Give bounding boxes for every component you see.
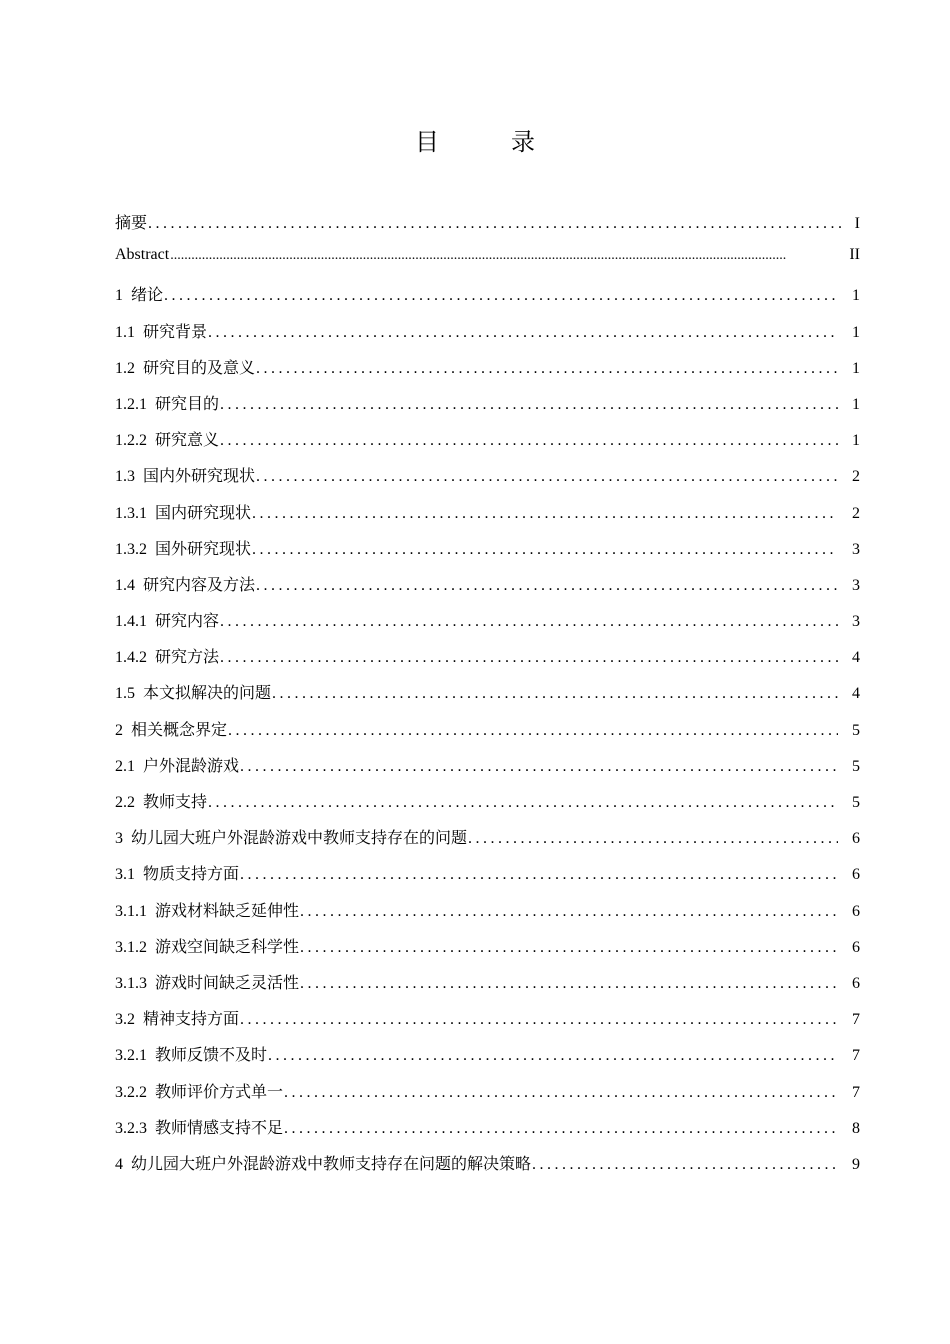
toc-entry-number: 3.2.1 bbox=[115, 1047, 147, 1065]
toc-leader-dots bbox=[256, 577, 838, 595]
toc-entry-number: 3.2 bbox=[115, 1011, 135, 1029]
toc-entry-page: 6 bbox=[852, 866, 860, 884]
toc-entry-title: 摘要 bbox=[115, 215, 148, 232]
toc-list bbox=[115, 210, 860, 1187]
toc-entry-title: 研究意义 bbox=[155, 432, 220, 450]
toc-leader-dots bbox=[300, 939, 838, 957]
toc-entry[interactable] bbox=[115, 572, 860, 608]
toc-entry[interactable] bbox=[115, 500, 860, 536]
toc-entry[interactable] bbox=[115, 789, 860, 825]
toc-entry-title: Abstract bbox=[115, 246, 170, 264]
toc-leader-dots bbox=[220, 613, 838, 631]
toc-entry-page: 3 bbox=[852, 613, 860, 631]
toc-leader-dots bbox=[220, 432, 838, 450]
toc-entry[interactable] bbox=[115, 282, 860, 318]
toc-entry-number: 1.2.1 bbox=[115, 395, 147, 413]
toc-entry[interactable] bbox=[115, 753, 860, 789]
toc-entry-number: 3.1.3 bbox=[115, 974, 147, 992]
toc-entry[interactable] bbox=[115, 355, 860, 391]
toc-entry-number: 3.1 bbox=[115, 866, 135, 884]
toc-entry-title: 精神支持方面 bbox=[143, 1011, 240, 1029]
toc-leader-dots bbox=[256, 468, 838, 486]
toc-entry-number: 3.1.2 bbox=[115, 938, 147, 956]
toc-entry-page: 6 bbox=[852, 902, 860, 920]
toc-entry-number: 1.1 bbox=[115, 323, 135, 341]
toc-entry-number: 1.3.2 bbox=[115, 540, 147, 558]
toc-entry-number: 1.2.2 bbox=[115, 432, 147, 450]
toc-entry-page: I bbox=[854, 215, 860, 232]
toc-entry-title: 本文拟解决的问题 bbox=[143, 685, 272, 703]
toc-leader-dots bbox=[148, 215, 844, 233]
toc-entry[interactable] bbox=[115, 1115, 860, 1151]
toc-entry-title: 教师情感支持不足 bbox=[155, 1119, 284, 1137]
toc-entry-title: 研究目的 bbox=[155, 395, 220, 413]
toc-entry-title: 游戏时间缺乏灵活性 bbox=[155, 974, 300, 992]
toc-entry-page: 6 bbox=[852, 830, 860, 848]
toc-entry[interactable] bbox=[115, 246, 860, 282]
toc-entry[interactable] bbox=[115, 536, 860, 572]
toc-entry[interactable] bbox=[115, 1151, 860, 1187]
toc-leader-dots bbox=[252, 541, 838, 559]
toc-entry-title: 国外研究现状 bbox=[155, 540, 252, 558]
toc-entry-page: 3 bbox=[852, 576, 860, 594]
toc-entry-number: 4 bbox=[115, 1155, 123, 1173]
toc-entry[interactable] bbox=[115, 970, 860, 1006]
toc-entry[interactable] bbox=[115, 1042, 860, 1078]
toc-entry[interactable] bbox=[115, 644, 860, 680]
toc-leader-dots bbox=[300, 903, 838, 921]
toc-entry-page: 7 bbox=[852, 1083, 860, 1101]
toc-entry-page: 7 bbox=[852, 1047, 860, 1065]
toc-entry-number: 3 bbox=[115, 830, 123, 848]
toc-entry-title: 国内研究现状 bbox=[155, 504, 252, 522]
toc-leader-dots bbox=[240, 758, 838, 776]
toc-entry-number: 1 bbox=[115, 287, 123, 305]
toc-entry-title: 游戏空间缺乏科学性 bbox=[155, 938, 300, 956]
toc-entry[interactable] bbox=[115, 680, 860, 716]
toc-leader-dots bbox=[256, 360, 838, 378]
toc-entry[interactable] bbox=[115, 825, 860, 861]
toc-entry-title: 绪论 bbox=[131, 287, 164, 305]
toc-entry-number: 2.2 bbox=[115, 794, 135, 811]
toc-entry-number: 2.1 bbox=[115, 757, 135, 775]
toc-entry-title: 研究内容 bbox=[155, 613, 220, 631]
toc-entry-number: 3.2.2 bbox=[115, 1083, 147, 1101]
toc-entry-number: 1.4 bbox=[115, 576, 135, 594]
toc-entry-title: 户外混龄游戏 bbox=[143, 757, 240, 775]
toc-leader-dots bbox=[284, 1120, 838, 1138]
toc-leader-dots bbox=[228, 722, 838, 740]
toc-entry-page: 9 bbox=[852, 1155, 860, 1173]
toc-entry-page: 2 bbox=[852, 468, 860, 486]
toc-entry-page: 1 bbox=[852, 395, 860, 413]
toc-entry-page: 5 bbox=[852, 757, 860, 775]
toc-entry-title: 物质支持方面 bbox=[143, 866, 240, 884]
toc-entry-number: 3.1.1 bbox=[115, 902, 147, 920]
toc-entry-page: 1 bbox=[852, 432, 860, 450]
toc-entry-title: 研究背景 bbox=[143, 323, 208, 341]
toc-entry-number: 2 bbox=[115, 721, 123, 739]
toc-entry-page: 6 bbox=[852, 938, 860, 956]
toc-leader-dots bbox=[164, 287, 838, 305]
toc-entry-title: 研究目的及意义 bbox=[143, 359, 256, 377]
toc-entry[interactable] bbox=[115, 391, 860, 427]
toc-leader-dots bbox=[220, 396, 838, 414]
toc-entry-title: 国内外研究现状 bbox=[143, 468, 256, 486]
toc-entry-title: 幼儿园大班户外混龄游戏中教师支持存在问题的解决策略 bbox=[131, 1155, 532, 1173]
toc-entry-page: 2 bbox=[852, 504, 860, 522]
toc-entry-title: 幼儿园大班户外混龄游戏中教师支持存在的问题 bbox=[131, 830, 468, 848]
toc-leader-dots bbox=[170, 248, 838, 264]
toc-entry-number: 1.2 bbox=[115, 359, 135, 377]
toc-title: 目 录 bbox=[415, 130, 559, 156]
toc-leader-dots bbox=[240, 1011, 838, 1029]
toc-entry-page: 7 bbox=[852, 1011, 860, 1029]
toc-leader-dots bbox=[268, 1047, 838, 1065]
toc-entry-title: 研究内容及方法 bbox=[143, 576, 256, 594]
toc-entry-page: 5 bbox=[852, 721, 860, 739]
toc-leader-dots bbox=[300, 975, 838, 993]
toc-leader-dots bbox=[252, 505, 838, 523]
toc-entry[interactable] bbox=[115, 1006, 860, 1042]
toc-leader-dots bbox=[272, 685, 838, 703]
toc-entry[interactable] bbox=[115, 463, 860, 499]
toc-entry-number: 1.3.1 bbox=[115, 504, 147, 522]
toc-entry-page: 4 bbox=[852, 649, 860, 667]
toc-entry-page: 5 bbox=[852, 794, 860, 811]
toc-entry-page: 3 bbox=[852, 540, 860, 558]
toc-entry-title: 教师评价方式单一 bbox=[155, 1083, 284, 1101]
toc-entry-number: 1.4.2 bbox=[115, 649, 147, 667]
toc-entry-number: 1.5 bbox=[115, 685, 135, 703]
toc-entry-page: 1 bbox=[852, 323, 860, 341]
toc-entry-page: 1 bbox=[852, 287, 860, 305]
toc-leader-dots bbox=[468, 830, 838, 848]
toc-leader-dots bbox=[532, 1156, 838, 1174]
toc-entry-title: 相关概念界定 bbox=[131, 721, 228, 739]
toc-leader-dots bbox=[220, 649, 838, 667]
toc-entry[interactable] bbox=[115, 1079, 860, 1115]
toc-entry[interactable] bbox=[115, 427, 860, 463]
toc-entry[interactable] bbox=[115, 934, 860, 970]
toc-leader-dots bbox=[240, 866, 838, 884]
toc-entry-page: II bbox=[849, 246, 860, 264]
toc-entry-title: 教师支持 bbox=[143, 794, 208, 811]
toc-entry-page: 4 bbox=[852, 685, 860, 703]
toc-leader-dots bbox=[208, 324, 838, 342]
toc-entry-title: 游戏材料缺乏延伸性 bbox=[155, 902, 300, 920]
toc-entry-number: 1.4.1 bbox=[115, 613, 147, 631]
toc-leader-dots bbox=[284, 1084, 838, 1102]
toc-entry[interactable] bbox=[115, 608, 860, 644]
toc-entry[interactable] bbox=[115, 319, 860, 355]
toc-entry-title: 研究方法 bbox=[155, 649, 220, 667]
toc-entry-number: 1.3 bbox=[115, 468, 135, 486]
toc-entry[interactable] bbox=[115, 861, 860, 897]
toc-entry[interactable] bbox=[115, 210, 860, 246]
toc-leader-dots bbox=[208, 794, 838, 812]
toc-entry-page: 6 bbox=[852, 974, 860, 992]
toc-entry-title: 教师反馈不及时 bbox=[155, 1047, 268, 1065]
toc-entry-page: 1 bbox=[852, 359, 860, 377]
toc-entry-number: 3.2.3 bbox=[115, 1119, 147, 1137]
toc-entry-page: 8 bbox=[852, 1119, 860, 1137]
toc-entry[interactable] bbox=[115, 717, 860, 753]
toc-entry[interactable] bbox=[115, 898, 860, 934]
